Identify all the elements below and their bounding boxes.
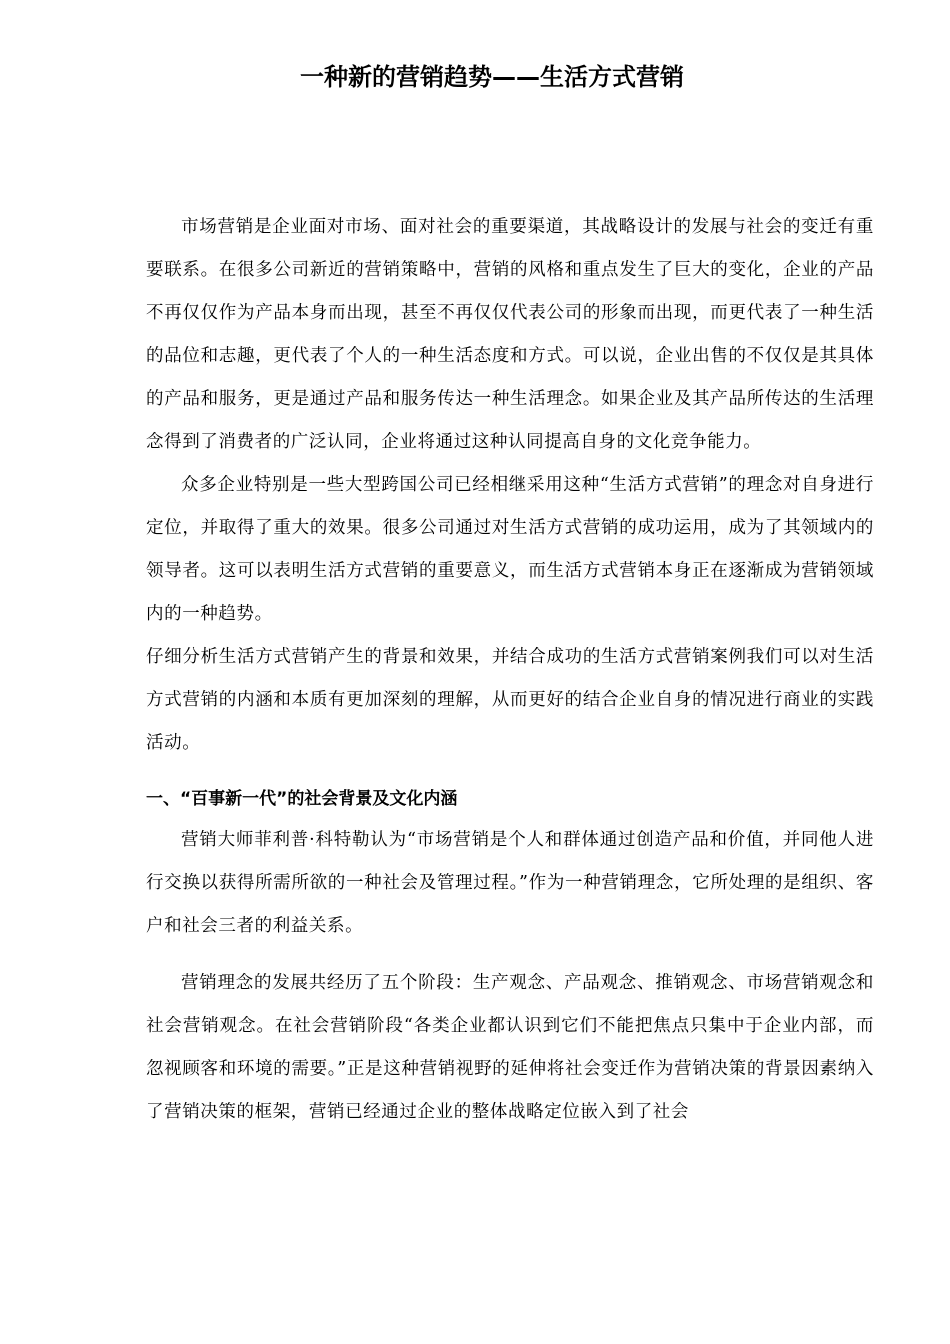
document-body xyxy=(146,206,874,1134)
paragraph-companies: 众多企业特别是一些大型跨国公司已经相继采用这种“生活方式营销”的理念对自身进行定位，并取得了重大的效果。很多公司通过对生活方式营销的成功运用，成为了其领域内的领导者。这可以表明生活方式营销的重要意义，而生活方式营销本身正在逐渐成为营销领域内的一种趋势。 xyxy=(146,475,874,624)
paragraph-intro: 市场营销是企业面对市场、面对社会的重要渠道，其战略设计的发展与社会的变迁有重要联系。在很多公司新近的营销策略中，营销的风格和重点发生了巨大的变化，企业的产品不再仅仅作为产品本身而出现，甚至不再仅仅代表公司的形象而出现，而更代表了一种生活的品位和志趣，更代表了个人的一种生活态度和方式。可以说，企业出售的不仅仅是其具体的产品和服务，更是通过产品和服务传达一种生活理念。如果企业及其产品所传达的生活理念得到了消费者的广泛认同，企业将通过这种认同提高自身的文化竞争能力。 xyxy=(146,217,874,452)
section-heading-1: 一、“百事新一代”的社会背景及文化内涵 xyxy=(146,789,458,809)
paragraph-stages: 营销理念的发展共经历了五个阶段：生产观念、产品观念、推销观念、市场营销观念和社会营销观念。在社会营销阶段“各类企业都认识到它们不能把焦点只集中于企业内部，而忽视顾客和环境的需要。”正是这种营销视野的延伸将社会变迁作为营销决策的背景因素纳入了营销决策的框架，营销已经通过企业的整体战略定位嵌入到了社会 xyxy=(146,973,874,1122)
paragraph-kotler: 营销大师菲利普·科特勒认为“市场营销是个人和群体通过创造产品和价值，并同他人进行交换以获得所需所欲的一种社会及管理过程。”作为一种营销理念，它所处理的是组织、客户和社会三者的利益关系。 xyxy=(146,830,874,936)
document-title: 一种新的营销趋势——生活方式营销 xyxy=(300,63,684,91)
paragraph-analysis: 仔细分析生活方式营销产生的背景和效果，并结合成功的生活方式营销案例我们可以对生活方式营销的内涵和本质有更加深刻的理解，从而更好的结合企业自身的情况进行商业的实践活动。 xyxy=(146,647,874,753)
